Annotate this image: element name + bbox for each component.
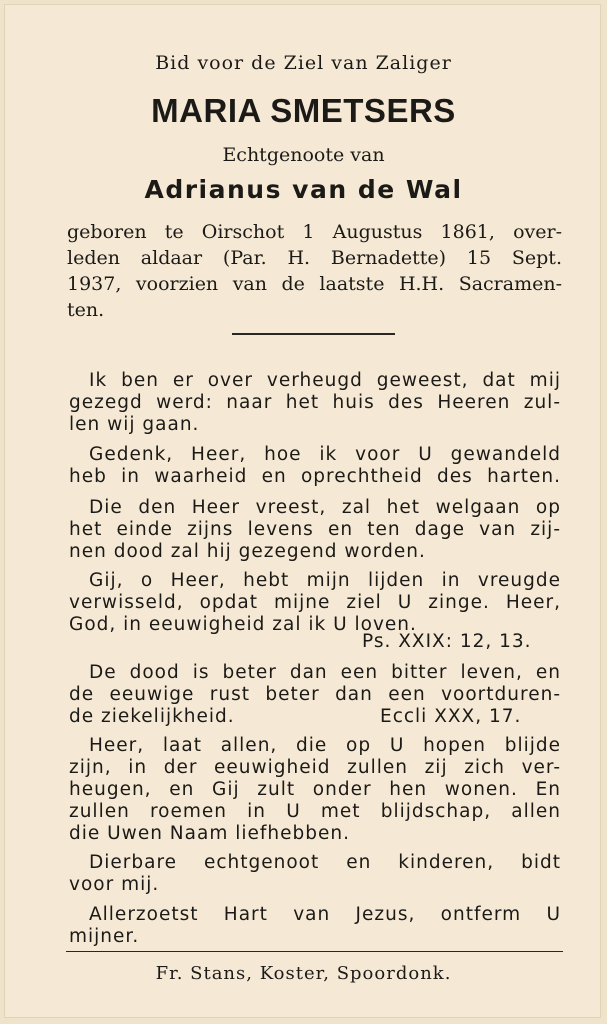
header-prayer: Bid voor de Ziel van Zaliger	[155, 52, 452, 74]
verse-line: Gij, o Heer, hebt mijn lijden in vreugde	[89, 570, 561, 591]
verse-line: Allerzoetst Hart van Jezus, ontferm U	[89, 904, 561, 925]
verse-reference: Ps. XXIX: 12, 13.	[362, 631, 532, 652]
bio-line: 1937, voorzien van de laatste H.H. Sacramen-	[67, 273, 562, 295]
verse-line: die Uwen Naam liefhebben.	[69, 823, 350, 844]
verse-line: Die den Heer vreest, zal het welgaan op	[89, 497, 561, 518]
verse-line: zullen roemen in U met blijdschap, allen	[69, 801, 561, 822]
verse-line: Heer, laat allen, die op U hopen blijde	[89, 735, 561, 756]
verse-line: zijn, in der eeuwigheid zullen zij zich ver-	[69, 757, 561, 778]
deceased-name: MARIA SMETSERS	[151, 92, 456, 129]
verse-line: len wij gaan.	[69, 414, 200, 435]
verse-line: gezegd werd: naar het huis des Heeren zul-	[69, 392, 561, 413]
printer-credit: Fr. Stans, Koster, Spoordonk.	[155, 963, 452, 984]
verse-line: mijner.	[69, 926, 140, 947]
verse-line: God, in eeuwigheid zal ik U loven.	[69, 614, 417, 635]
relation-text: Echtgenoote van	[222, 144, 385, 166]
verse-reference: Eccli XXX, 17.	[380, 706, 522, 727]
husband-name: Adrianus van de Wal	[144, 175, 463, 204]
verse-line: voor mij.	[69, 874, 160, 895]
bio-line: leden aldaar (Par. H. Bernadette) 15 Sept.	[67, 247, 562, 269]
verse-line: de eeuwige rust beter dan een voortduren-	[69, 684, 561, 705]
verse-line: het einde zijns levens en ten dage van zij-	[69, 519, 561, 540]
verse-line: Ik ben er over verheugd geweest, dat mij	[89, 370, 561, 391]
verse-line: heb in waarheid en oprechtheid des harten.	[69, 466, 561, 487]
bio-line: ten.	[67, 299, 105, 321]
verse-line: Gedenk, Heer, hoe ik voor U gewandeld	[89, 444, 561, 465]
verse-line: de ziekelijkheid.	[69, 706, 235, 727]
verse-line: heugen, en Gij zult onder hen wonen. En	[69, 779, 561, 800]
footer-divider	[66, 951, 563, 952]
verse-line: nen dood zal hij gezegend worden.	[69, 541, 426, 562]
verse-line: De dood is beter dan een bitter leven, en	[89, 662, 561, 683]
verse-line: Dierbare echtgenoot en kinderen, bidt	[89, 852, 561, 873]
verse-line: verwisseld, opdat mijne ziel U zinge. Heer,	[69, 592, 561, 613]
divider-short	[232, 333, 395, 335]
bio-line: geboren te Oirschot 1 Augustus 1861, over-	[67, 221, 562, 243]
